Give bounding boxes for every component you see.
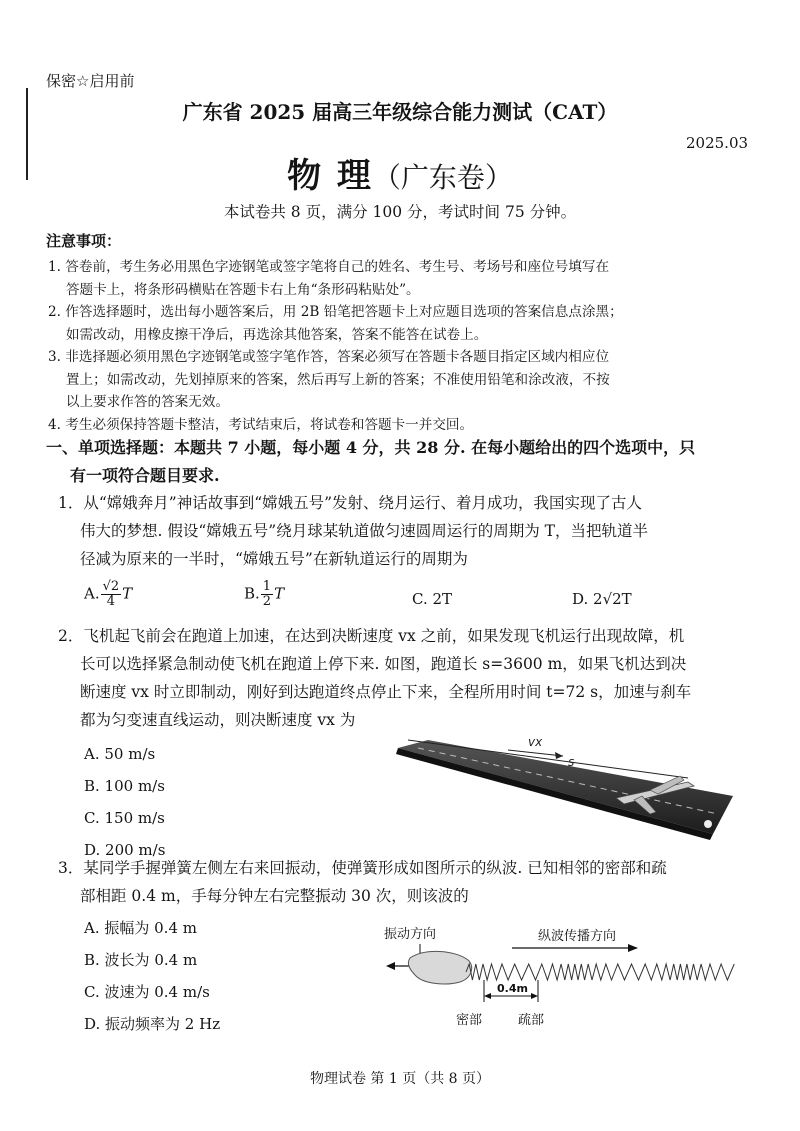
- vibration-direction-label: 振动方向: [384, 927, 437, 942]
- q3-options: [84, 912, 220, 1040]
- notice-line: 以上要求作答的答案无效。: [48, 394, 230, 410]
- fraction: [101, 580, 122, 609]
- notice-heading: 注意事项：: [46, 232, 122, 250]
- dense-label: 密部: [456, 1013, 483, 1028]
- notice-list: [48, 256, 778, 436]
- exam-title: 广东省 2025 届高三年级综合能力测试（CAT）: [182, 100, 618, 124]
- q1-option-c[interactable]: C. 2T: [412, 590, 453, 608]
- propagation-direction-label: 纵波传播方向: [538, 929, 617, 944]
- q3-option-a[interactable]: A. 振幅为 0.4 m: [84, 919, 197, 937]
- question-text: 径减为原来的一半时，“嫦娥五号”在新轨道运行的周期为: [80, 550, 468, 568]
- distance-arrowhead-left: [484, 993, 491, 999]
- question-text: 伟大的梦想. 假设“嫦娥五号”绕月球某轨道做匀速圆周运行的周期为 T，当把轨道半: [80, 522, 648, 540]
- question-text: 部相距 0.4 m，手每分钟左右完整振动 30 次，则该波的: [80, 887, 469, 905]
- q1-option-a[interactable]: [84, 580, 132, 609]
- spring-figure: [380, 918, 740, 1030]
- fraction: [261, 580, 273, 609]
- subject-title: [0, 148, 800, 197]
- exam-info: 本试卷共 8 页，满分 100 分，考试时间 75 分钟。: [223, 203, 577, 221]
- numerator: 1: [262, 579, 272, 594]
- q3-option-d[interactable]: D. 振动频率为 2 Hz: [84, 1015, 221, 1033]
- q2-option-b[interactable]: B. 100 m/s: [84, 777, 165, 795]
- question-text: 1．从“嫦娥奔月”神话故事到“嫦娥五号”发射、绕月运行、着月成功，我国实现了古人: [58, 494, 643, 512]
- runway-light: [704, 820, 712, 828]
- notice-line: 3. 非选择题必须用黑色字迹钢笔或签字笔作答，答案必须写在答题卡各题目指定区域内相应位: [48, 349, 610, 365]
- question-text: 都为匀变速直线运动，则决断速度 vx 为: [80, 711, 356, 729]
- q2-option-a[interactable]: A. 50 m/s: [84, 745, 156, 763]
- q2-options: [84, 738, 165, 866]
- notice-line: 置上；如需改动，先划掉原来的答案，然后再写上新的答案；不准使用铅笔和涂改液，不按: [48, 371, 610, 388]
- notice-line: 如需改动，用橡皮擦干净后，再选涂其他答案，答案不能答在试卷上。: [48, 326, 488, 343]
- q3-option-b[interactable]: B. 波长为 0.4 m: [84, 951, 198, 969]
- question-text: 2．飞机起飞前会在跑道上加速，在达到决断速度 vx 之前，如果发现飞机运行出现故障，机: [58, 627, 685, 645]
- page-footer: 物理试卷 第 1 页（共 8 页）: [309, 1071, 491, 1087]
- notice-line: 2. 作答选择题时，选出每小题答案后，用 2B 铅笔把答题卡上对应题目选项的答案信息点涂黑；: [48, 304, 623, 320]
- runway-figure: [388, 726, 733, 844]
- notice-line: 答题卡上，将条形码横贴在答题卡右上角“条形码粘贴处”。: [48, 281, 420, 298]
- subject-sub: （广东卷）: [372, 161, 513, 194]
- question-2: [58, 622, 788, 734]
- notice-line: 1. 答卷前，考生务必用黑色字迹钢笔或签字笔将自己的姓名、考生号、考场号和座位号填写在: [48, 259, 610, 275]
- secret-label: 保密☆启用前: [46, 72, 135, 90]
- q1-option-b[interactable]: [244, 580, 284, 609]
- section-heading: 一、单项选择题：本题共 7 小题，每小题 4 分，共 28 分. 在每小题给出的四个选项中，只: [46, 438, 696, 457]
- question-text: 长可以选择紧急制动使飞机在跑道上停下来. 如图，跑道长 s=3600 m，如果飞机达到决: [80, 655, 687, 673]
- notice-line: 4. 考生必须保持答题卡整洁，考试结束后，将试卷和答题卡一并交回。: [48, 416, 474, 433]
- propagation-arrowhead: [628, 944, 638, 952]
- hand-shape: [408, 951, 471, 984]
- spring-coil: [466, 964, 734, 980]
- question-3: [58, 854, 788, 910]
- denominator: 2: [262, 594, 272, 609]
- distance-arrowhead-right: [531, 993, 538, 999]
- s-label: s: [568, 755, 575, 769]
- vx-label: vx: [528, 735, 543, 749]
- option-label: A.: [84, 584, 100, 603]
- distance-label: 0.4m: [497, 982, 528, 995]
- arrow-head: [555, 752, 563, 759]
- sparse-label: 疏部: [518, 1013, 545, 1028]
- q2-option-d[interactable]: D. 200 m/s: [84, 841, 166, 859]
- exam-date: 2025.03: [686, 134, 749, 152]
- denominator: 4: [106, 594, 116, 609]
- q2-option-c[interactable]: C. 150 m/s: [84, 809, 165, 827]
- question-text: 断速度 vx 时立即制动，刚好到达跑道终点停止下来，全程所用时间 t=72 s，加速与刹车: [80, 683, 692, 701]
- q1-option-d[interactable]: D. 2√2T: [572, 590, 632, 608]
- subject-name: 物 理: [287, 156, 373, 196]
- q3-option-c[interactable]: C. 波速为 0.4 m/s: [84, 983, 210, 1001]
- question-text: 3．某同学手握弹簧左侧左右来回振动，使弹簧形成如图所示的纵波. 已知相邻的密部和疏: [58, 859, 667, 877]
- vibration-arrowhead-left: [386, 962, 395, 970]
- option-label: B.: [244, 584, 260, 603]
- option-tail: T: [274, 584, 285, 603]
- option-tail: T: [122, 584, 133, 603]
- question-1: [58, 489, 788, 573]
- numerator: √2: [102, 579, 120, 594]
- section-heading-cont: 有一项符合题目要求.: [70, 466, 220, 485]
